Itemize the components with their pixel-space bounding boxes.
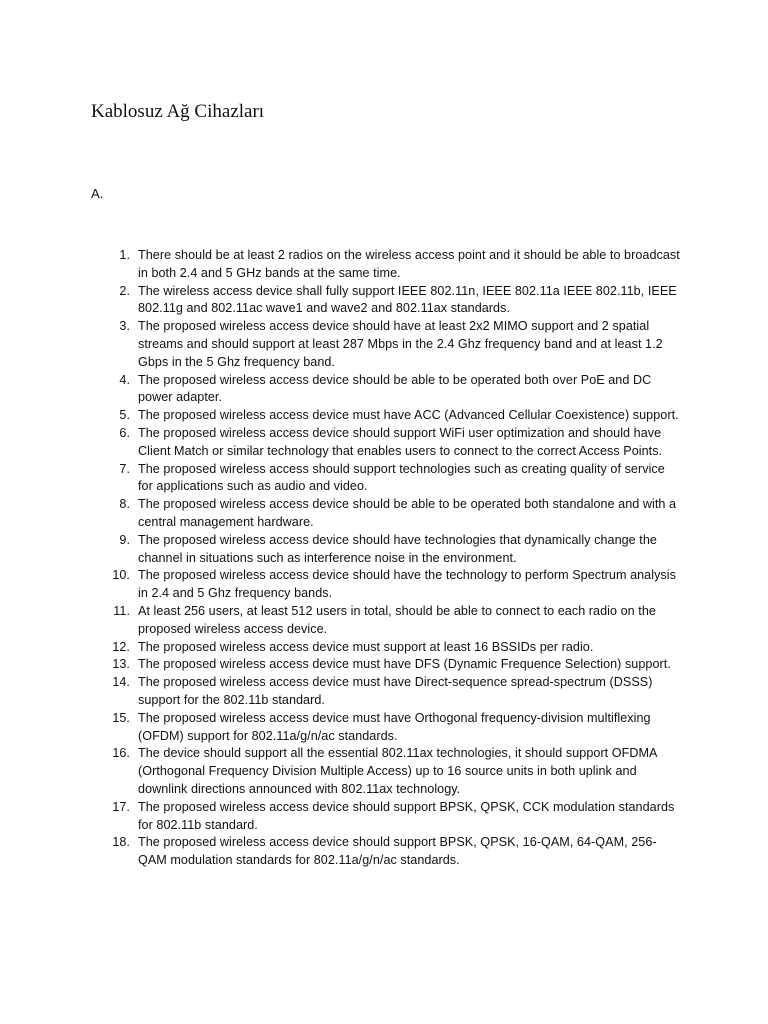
list-item-number: 3. bbox=[119, 319, 130, 334]
list-item-number: 17. bbox=[112, 799, 130, 814]
list-item-number: 6. bbox=[119, 425, 130, 440]
list-item-number: 15. bbox=[112, 710, 130, 725]
list-item-text: The proposed wireless access should support technologies such as creating quality of service for applications such as audio and video. bbox=[138, 461, 665, 494]
list-item-text: The proposed wireless access device should have at least 2x2 MIMO support and 2 spatial streams and should support at least 287 Mbps in the 2.4 Ghz frequency band and at least 1.2 Gbps in the 5 Ghz frequency band. bbox=[138, 319, 663, 369]
list-item-number: 10. bbox=[112, 568, 130, 583]
list-item-number: 11. bbox=[113, 603, 130, 618]
list-item-text: The proposed wireless access device should support WiFi user optimization and should have Client Match or similar technology that enables users to connect to the correct Access Points. bbox=[138, 425, 663, 458]
list-item-text: The proposed wireless access device must have Orthogonal frequency-division multiflexing (OFDM) support for 802.11a/g/n/ac standards. bbox=[138, 710, 651, 743]
list-item bbox=[108, 745, 680, 798]
list-item bbox=[108, 603, 680, 639]
list-item bbox=[108, 496, 680, 532]
list-item-number: 1. bbox=[119, 248, 130, 262]
list-item bbox=[108, 639, 680, 657]
list-item-text: The wireless access device shall fully support IEEE 802.11n, IEEE 802.11a IEEE 802.11b, IEEE 802.11g and 802.11ac wave1 and wave2 and 802.11ax standards. bbox=[138, 283, 677, 316]
list-item-number: 5. bbox=[119, 408, 130, 423]
list-item-number: 2. bbox=[119, 283, 130, 298]
list-item-text: At least 256 users, at least 512 users in total, should be able to connect to each radio on the proposed wireless access device. bbox=[138, 603, 656, 636]
list-item-text: The proposed wireless access device should be able to be operated both standalone and with a central management hardware. bbox=[138, 497, 677, 529]
list-item-text: The proposed wireless access device should be able to be operated both over PoE and DC power adapter. bbox=[138, 372, 652, 405]
page-title: Kablosuz Ağ Cihazları bbox=[91, 101, 265, 122]
list-item-text: The proposed wireless access device must have Direct-sequence spread-spectrum (DSSS) support for the 802.11b standard. bbox=[138, 675, 653, 707]
list-item-text: The proposed wireless access device must have ACC (Advanced Cellular Coexistence) support. bbox=[138, 408, 679, 423]
list-item-number: 7. bbox=[119, 461, 130, 476]
list-item-number: 8. bbox=[119, 497, 130, 512]
list-item-number: 16. bbox=[112, 746, 130, 761]
list-item-text: There should be at least 2 radios on the wireless access point and it should be able to broadcast in both 2.4 and 5 GHz bands at the same time. bbox=[138, 248, 680, 280]
list-item-text: The device should support all the essential 802.11ax technologies, it should support OFDMA (Orthogonal Frequency Division Multiple Access) up to 16 source units in both uplink and downlink directions announced with 802.11ax technology. bbox=[138, 746, 657, 796]
list-item bbox=[108, 407, 680, 425]
list-item bbox=[108, 461, 680, 497]
list-item bbox=[108, 372, 680, 408]
requirements-list bbox=[108, 247, 680, 870]
list-item bbox=[108, 425, 680, 461]
list-item-number: 13. bbox=[112, 657, 130, 672]
list-item-text: The proposed wireless access device should support BPSK, QPSK, CCK modulation standards for 802.11b standard. bbox=[138, 799, 675, 832]
list-item-number: 4. bbox=[119, 372, 130, 387]
list-item bbox=[108, 799, 680, 835]
list-item-number: 12. bbox=[112, 639, 130, 654]
list-item-number: 18. bbox=[112, 835, 130, 850]
list-item-text: The proposed wireless access device should support BPSK, QPSK, 16-QAM, 64-QAM, 256-QAM modulation standards for 802.11a/g/n/ac standards. bbox=[138, 835, 657, 868]
list-item bbox=[108, 656, 680, 674]
list-item bbox=[108, 247, 680, 283]
list-item-text: The proposed wireless access device should have technologies that dynamically change the channel in situations such as interference noise in the environment. bbox=[138, 532, 657, 565]
list-item bbox=[108, 283, 680, 319]
list-item bbox=[108, 710, 680, 746]
list-item-text: The proposed wireless access device should have the technology to perform Spectrum analysis in 2.4 and 5 Ghz frequency bands. bbox=[138, 568, 676, 601]
list-item-text: The proposed wireless access device must support at least 16 BSSIDs per radio. bbox=[138, 639, 594, 654]
list-item-number: 14. bbox=[112, 675, 130, 690]
list-item bbox=[108, 532, 680, 568]
list-item bbox=[108, 834, 680, 870]
list-item bbox=[108, 318, 680, 371]
list-item-number: 9. bbox=[119, 532, 130, 547]
list-item bbox=[108, 674, 680, 710]
list-item bbox=[108, 567, 680, 603]
list-item-text: The proposed wireless access device must have DFS (Dynamic Frequence Selection) support. bbox=[138, 657, 671, 672]
section-label: A. bbox=[91, 186, 104, 201]
